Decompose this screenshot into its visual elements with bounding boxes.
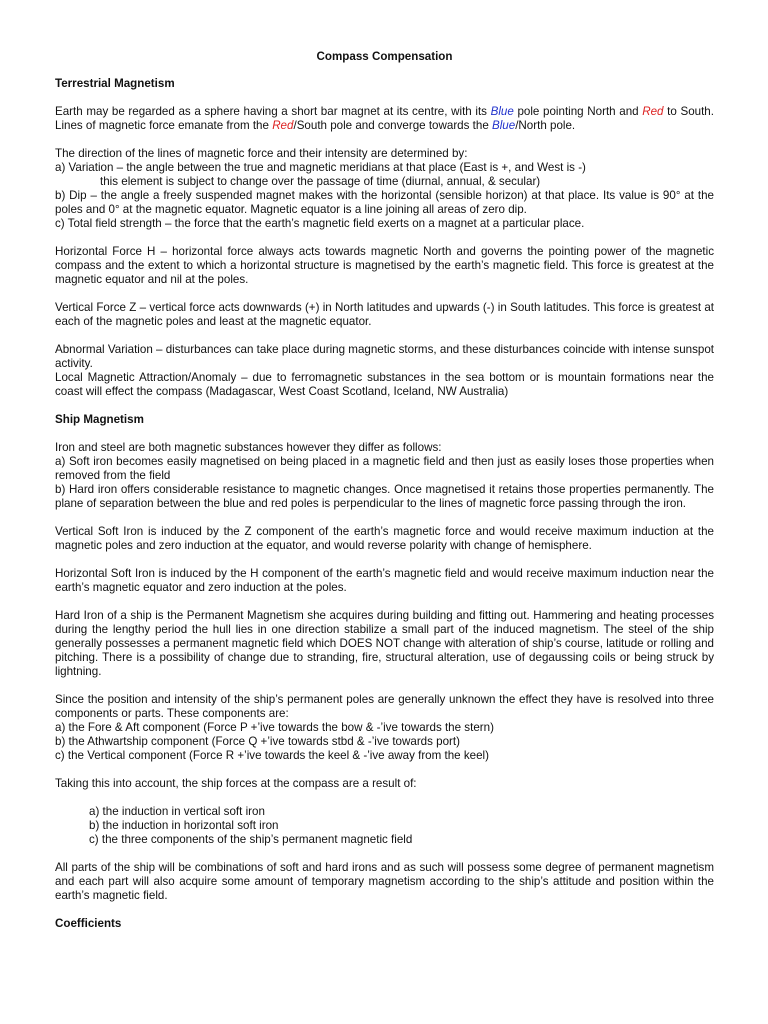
blue-word: Blue (491, 119, 516, 132)
document-title: Compass Compensation (316, 50, 453, 63)
red-word: Red (642, 105, 664, 118)
text-line-soft-iron: a) Soft iron becomes easily magnetised on being placed in a magnetic field and then just as easily loses those properties when removed from the field (55, 455, 714, 482)
text-line: Since the position and intensity of the ship’s permanent poles are generally unknown the effect they have is resolved into three components or parts. These components are: (55, 693, 714, 720)
list-item: a) the induction in vertical soft iron (89, 805, 265, 818)
text-line: The direction of the lines of magnetic force and their intensity are determined by: (55, 147, 468, 160)
paragraph-hard-iron: Hard Iron of a ship is the Permanent Magnetism she acquires during building and fitting out. Hammering and heating processes during the lengthy period the hull lies in one direction stabilize a small part of the induced magnetism. The steel of the ship generally possesses a permanent magnetic field which DOES NOT change with alteration of ship’s course, latitude or rolling and pitching. There is a possibility of change due to stranding, fire, structural alteration, use of degaussing coils or being struck by lightning. (55, 609, 714, 678)
text-run: Earth may be regarded as a sphere having a short bar magnet at its centre, with its (55, 105, 491, 118)
text-line-hard-iron: b) Hard iron offers considerable resistance to magnetic changes. Once magnetised it retains those properties permanently. The plane of separation between the blue and red poles is perpendicular to the lines of magnetic force passing through the iron. (55, 483, 714, 510)
text-line-abnormal-variation: Abnormal Variation – disturbances can take place during magnetic storms, and these disturbances coincide with intense sunspot activity. (55, 343, 714, 370)
paragraph-permanent-components (55, 693, 714, 763)
paragraph-field-elements (55, 147, 714, 231)
list-item: b) the induction in horizontal soft iron (89, 819, 279, 832)
list-item: c) the three components of the ship’s permanent magnetic field (89, 833, 413, 846)
paragraph-horizontal-soft-iron: Horizontal Soft Iron is induced by the H component of the earth’s magnetic field and would receive maximum induction near the earth’s magnetic equator and zero induction at the poles. (55, 567, 714, 594)
paragraph-earth-magnet (55, 105, 714, 133)
text-line-indented: this element is subject to change over the passage of time (diurnal, annual, & secular) (100, 175, 541, 188)
heading-terrestrial-magnetism: Terrestrial Magnetism (55, 77, 175, 90)
list-ship-forces (55, 805, 714, 847)
red-word: Red (272, 119, 294, 132)
list-item: b) the Athwartship component (Force Q +’ive towards stbd & -’ive towards port) (55, 735, 460, 748)
paragraph-vertical-soft-iron: Vertical Soft Iron is induced by the Z component of the earth’s magnetic force and would receive maximum induction at the magnetic poles and zero induction at the equator, and would reverse polarity with change of hemisphere. (55, 525, 714, 552)
heading-ship-magnetism: Ship Magnetism (55, 413, 144, 426)
text-run: /South pole and converge towards the (293, 119, 492, 132)
paragraph-anomalies (55, 343, 714, 399)
text-run: /North pole. (515, 119, 576, 132)
text-run: pole pointing North and (513, 105, 643, 118)
paragraph-ship-forces-intro: Taking this into account, the ship forces at the compass are a result of: (55, 777, 417, 790)
blue-word: Blue (490, 105, 514, 118)
text-line: a) Variation – the angle between the true and magnetic meridians at that place (East is +, and West is -) (55, 161, 586, 174)
heading-coefficients: Coefficients (55, 917, 122, 930)
paragraph-iron-types (55, 441, 714, 511)
text-line-local-attraction: Local Magnetic Attraction/Anomaly – due to ferromagnetic substances in the sea bottom or is mountain formations near the coast will effect the compass (Madagascar, West Coast Scotland, Iceland, NW Australia) (55, 371, 714, 398)
list-item: c) the Vertical component (Force R +’ive towards the keel & -’ive away from the keel) (55, 749, 489, 762)
paragraph-vertical-force: Vertical Force Z – vertical force acts downwards (+) in North latitudes and upwards (-) in South latitudes. This force is greatest at each of the magnetic poles and least at the magnetic equator. (55, 301, 714, 328)
text-line-dip: b) Dip – the angle a freely suspended magnet makes with the horizontal (sensible horizon) at that place. Its value is 90° at the poles and 0° at the magnetic equator. Magnetic equator is a line joining all areas of zero dip. (55, 189, 714, 216)
paragraph-horizontal-force: Horizontal Force H – horizontal force always acts towards magnetic North and governs the pointing power of the magnetic compass and the extent to which a horizontal structure is magnetised by the earth’s magnetic field. This force is greatest at the magnetic equator and nil at the poles. (55, 245, 714, 286)
text-run: to South. Lines of magnetic force emanate from the (55, 105, 714, 132)
text-line: Iron and steel are both magnetic substances however they differ as follows: (55, 441, 442, 454)
text-line-total-field: c) Total field strength – the force that the earth’s magnetic field exerts on a magnet at a particular place. (55, 217, 585, 230)
list-item: a) the Fore & Aft component (Force P +’ive towards the bow & -’ive towards the stern) (55, 721, 494, 734)
paragraph-combined-irons: All parts of the ship will be combinations of soft and hard irons and as such will possess some degree of permanent magnetism and each part will also acquire some amount of temporary magnetism according to the ship’s attitude and position within the earth’s magnetic field. (55, 861, 714, 902)
